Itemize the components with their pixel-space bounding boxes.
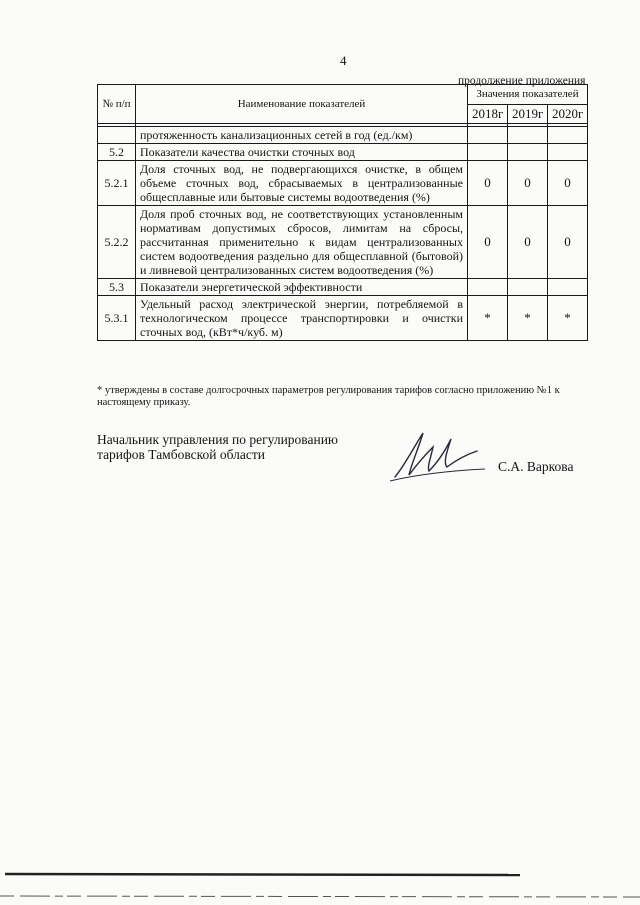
- row-value-2019: 0: [508, 206, 548, 279]
- row-name: Доля сточных вод, не подвергающихся очистке, в общем объеме сточных вод, сбрасываемых в централизованные общесплавные или бытовые системы водоотведения (%): [136, 161, 468, 206]
- row-value-2018: [468, 144, 508, 161]
- row-value-2020: 0: [548, 161, 588, 206]
- row-value-2018: *: [468, 296, 508, 341]
- row-value-2020: *: [548, 296, 588, 341]
- handwritten-signature: [385, 425, 495, 485]
- header-year-2018: 2018г: [468, 104, 508, 124]
- table-row: [98, 144, 588, 161]
- row-value-2019: [508, 127, 548, 144]
- footnote: * утверждены в составе долгосрочных параметров регулирования тарифов согласно приложению №1 к настоящему приказу.: [97, 385, 560, 408]
- table-row: [98, 279, 588, 296]
- table-row: [98, 127, 588, 144]
- row-num: 5.3: [98, 279, 136, 296]
- row-value-2019: *: [508, 296, 548, 341]
- row-num: 5.3.1: [98, 296, 136, 341]
- header-year-2019: 2019г: [508, 104, 548, 124]
- row-num: 5.2: [98, 144, 136, 161]
- row-value-2020: [548, 127, 588, 144]
- row-value-2019: [508, 144, 548, 161]
- row-value-2018: 0: [468, 206, 508, 279]
- header-year-2020: 2020г: [548, 104, 588, 124]
- signatory-position: [97, 432, 338, 462]
- header-name: Наименование показателей: [136, 85, 468, 124]
- page-number: 4: [340, 53, 347, 68]
- row-value-2019: 0: [508, 161, 548, 206]
- table-row: [98, 206, 588, 279]
- row-name: Показатели качества очистки сточных вод: [136, 144, 468, 161]
- row-value-2018: 0: [468, 161, 508, 206]
- row-name: протяженность канализационных сетей в год (ед./км): [136, 127, 468, 144]
- row-value-2020: [548, 144, 588, 161]
- row-name: Удельный расход электрической энергии, потребляемой в технологическом процессе транспортировки и очистки сточных вод, (кВт*ч/куб. м): [136, 296, 468, 341]
- row-value-2020: 0: [548, 206, 588, 279]
- row-name: Показатели энергетической эффективности: [136, 279, 468, 296]
- row-name: Доля проб сточных вод, не соответствующих установленным нормативам допустимых сбросов, лимитам на сбросы, рассчитанная применительно к видам централизованных систем водоотведения раздельно для общесплавной (бытовой) и ливневой централизованных систем водоотведения (%): [136, 206, 468, 279]
- position-line-1: Начальник управления по регулированию: [97, 432, 339, 447]
- signatory-name: С.А. Варкова: [498, 459, 574, 474]
- row-num: [98, 127, 136, 144]
- continuation-label: продолжение приложения: [458, 75, 586, 87]
- header-num: № п/п: [98, 85, 136, 124]
- header-values-group: Значения показателей: [468, 85, 588, 105]
- position-line-2: тарифов Тамбовской области: [97, 447, 265, 462]
- header-row: [98, 85, 588, 105]
- table-row: [98, 296, 588, 341]
- row-value-2019: [508, 279, 548, 296]
- table-row: [98, 161, 588, 206]
- scan-edge-lines: [0, 872, 640, 902]
- row-value-2020: [548, 279, 588, 296]
- row-num: 5.2.1: [98, 161, 136, 206]
- row-num: 5.2.2: [98, 206, 136, 279]
- row-value-2018: [468, 279, 508, 296]
- indicators-table: [97, 84, 588, 341]
- row-value-2018: [468, 127, 508, 144]
